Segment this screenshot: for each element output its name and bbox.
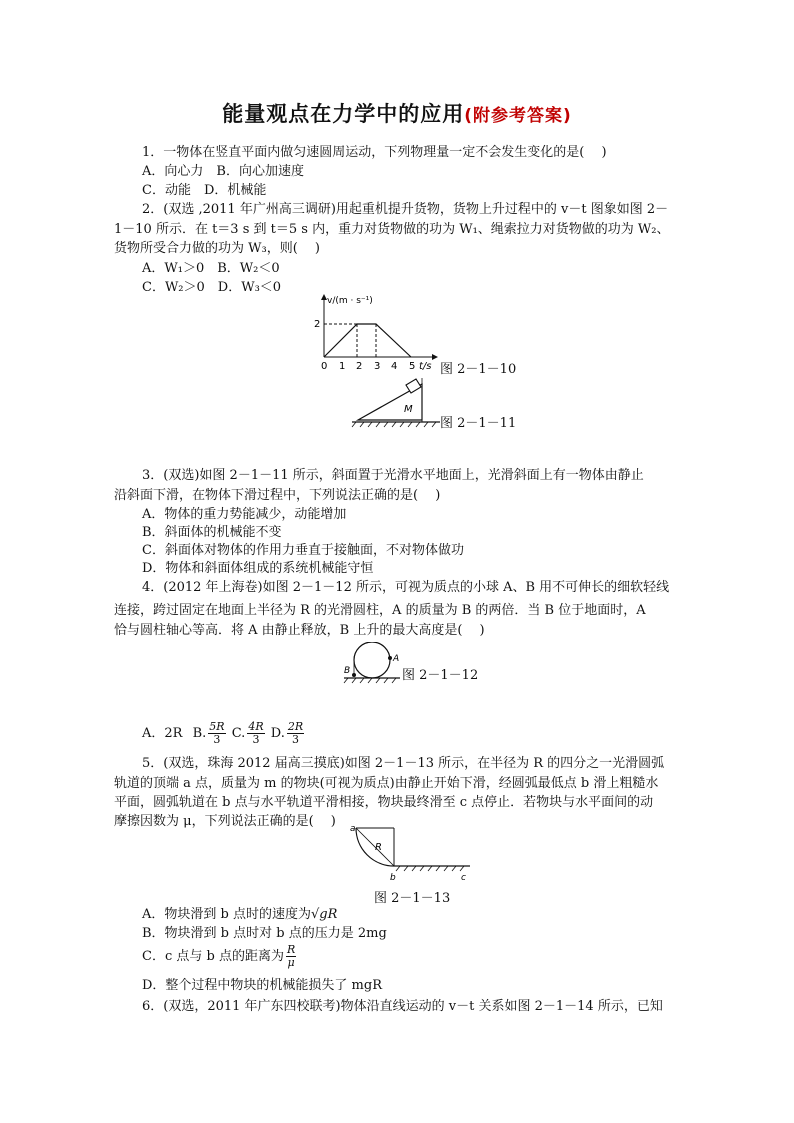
label-b: B	[344, 666, 351, 676]
q2-line-2: 1－10 所示．在 t＝3 s 到 t＝5 s 内，重力对货物做的功为 W₁、绳索拉力对货物做的功为 W₂、	[114, 222, 670, 237]
label-a: A	[393, 654, 400, 664]
q4-option-c-label: C.	[231, 726, 246, 741]
q3-option-b: B．斜面体的机械能不变	[142, 525, 282, 540]
x-tick-4: 4	[391, 361, 398, 372]
page-title	[0, 98, 794, 128]
q4-option-a: A．2R	[142, 726, 183, 741]
x-axis-label: t/s	[419, 361, 432, 372]
q5-line-4: 摩擦因数为 μ，下列说法正确的是( )	[114, 814, 336, 829]
wedge-label: M	[404, 404, 413, 415]
x-axis-arrow	[432, 354, 438, 360]
ball-a	[388, 656, 392, 660]
figure-2-1-11	[348, 370, 448, 430]
q5-line-1: 5．(双选，珠海 2012 届高三摸底)如图 2－1－13 所示，在半径为 R 的四分之一光滑圆弧	[142, 756, 665, 771]
q3-line-2: 沿斜面下滑，在物体下滑过程中，下列说法正确的是( )	[114, 488, 441, 503]
q2-line-3: 货物所受合力做的功为 W₃，则( )	[114, 241, 320, 256]
string	[354, 642, 390, 676]
ground-hatch	[352, 422, 436, 427]
q4-line-1: 4．(2012 年上海卷)如图 2－1－12 所示，可视为质点的小球 A、B 用不可伸长的细软轻线	[142, 580, 670, 595]
q3-option-a: A．物体的重力势能减少，动能增加	[142, 507, 347, 522]
q1-stem: 1．一物体在竖直平面内做匀速圆周运动，下列物理量一定不会发生变化的是( )	[142, 145, 607, 160]
q3-line-1: 3．(双选)如图 2－1－11 所示，斜面置于光滑水平地面上，光滑斜面上有一物体由静止	[142, 468, 644, 483]
q5-line-2: 轨道的顶端 a 点，质量为 m 的物块(可视为质点)由静止开始下滑，经圆弧最低点 b 滑上粗糙水	[114, 776, 659, 791]
q4-line-2: 连接，跨过固定在地面上半径为 R 的光滑圆柱，A 的质量为 B 的两倍．当 B 位于地面时，A	[114, 603, 646, 618]
q5-option-c: C．c 点与 b 点的距离为 $\frac{R}{\mu}$	[142, 943, 296, 969]
q4-line-3: 恰与圆柱轴心等高．将 A 由静止释放，B 上升的最大高度是( )	[114, 623, 485, 638]
q6-line-1: 6．(双选，2011 年广东四校联考)物体沿直线运动的 v－t 关系如图 2－1－14 所示，已知	[142, 999, 663, 1014]
q4-options	[142, 720, 306, 748]
title-text: 能量观点在力学中的应用	[222, 102, 465, 126]
label-r: R	[375, 842, 382, 853]
label-c: c	[461, 873, 466, 883]
q5-option-d: D．整个过程中物块的机械能损失了 mgR	[142, 978, 382, 993]
q3-option-c: C．斜面体对物体的作用力垂直于接触面，不对物体做功	[142, 543, 464, 558]
x-tick-5: 5	[409, 361, 416, 372]
x-tick-1: 1	[339, 361, 346, 372]
figure-2-1-11-caption: 图 2－1－11	[440, 416, 517, 431]
ground-hatch	[344, 678, 396, 683]
q2-options-cd: C．W₂＞0 D．W₃＜0	[142, 280, 282, 295]
x-tick-3: 3	[374, 361, 381, 372]
q4-option-b-label: B.	[192, 726, 207, 741]
q2-options-ab: A．W₁＞0 B．W₂＜0	[142, 261, 280, 276]
q1-options-cd: C．动能 D．机械能	[142, 183, 267, 198]
q2-line-1: 2．(双选 ,2011 年广州高三调研)用起重机提升货物，货物上升过程中的 v－t 图象如图 2－	[142, 202, 669, 217]
x-tick-2: 2	[356, 361, 363, 372]
vt-curve	[324, 324, 411, 357]
figure-2-1-12-caption: 图 2－1－12	[402, 668, 479, 683]
q4-option-b-fraction: $\frac{5R}{3}$	[209, 720, 225, 746]
title-note: (附参考答案)	[464, 106, 572, 126]
y-axis-label: v/(m · s⁻¹)	[327, 296, 373, 306]
figure-2-1-13-caption: 图 2－1－13	[374, 891, 451, 906]
y-tick-2: 2	[314, 319, 321, 330]
sliding-block	[406, 379, 421, 393]
figure-2-1-10-caption: 图 2－1－10	[440, 362, 517, 377]
sqrt-gr: √gR	[310, 907, 338, 922]
q5-option-a: A．物块滑到 b 点时的速度为√gR	[142, 907, 338, 922]
q4-option-d-label: D.	[270, 726, 285, 741]
q1-options-ab: A．向心力 B．向心加速度	[142, 164, 304, 179]
label-a: a	[350, 824, 356, 834]
ground-hatch	[396, 866, 464, 871]
q3-option-d: D．物体和斜面体组成的系统机械能守恒	[142, 561, 374, 576]
q4-option-c-fraction: $\frac{4R}{3}$	[248, 720, 264, 746]
figure-2-1-13	[342, 822, 477, 884]
q5-option-b: B．物块滑到 b 点时对 b 点的压力是 2mg	[142, 926, 387, 941]
q5-option-c-fraction: $\frac{R}{\mu}$	[286, 943, 296, 969]
q5-line-3: 平面，圆弧轨道在 b 点与水平轨道平滑相接，物块最终滑至 c 点停止．若物块与水平面间的动	[114, 795, 654, 810]
figure-2-1-12	[342, 642, 402, 686]
q4-option-d-fraction: $\frac{2R}{3}$	[287, 720, 304, 746]
label-b: b	[390, 873, 396, 883]
x-tick-0: 0	[321, 361, 328, 372]
ball-b	[352, 673, 356, 677]
